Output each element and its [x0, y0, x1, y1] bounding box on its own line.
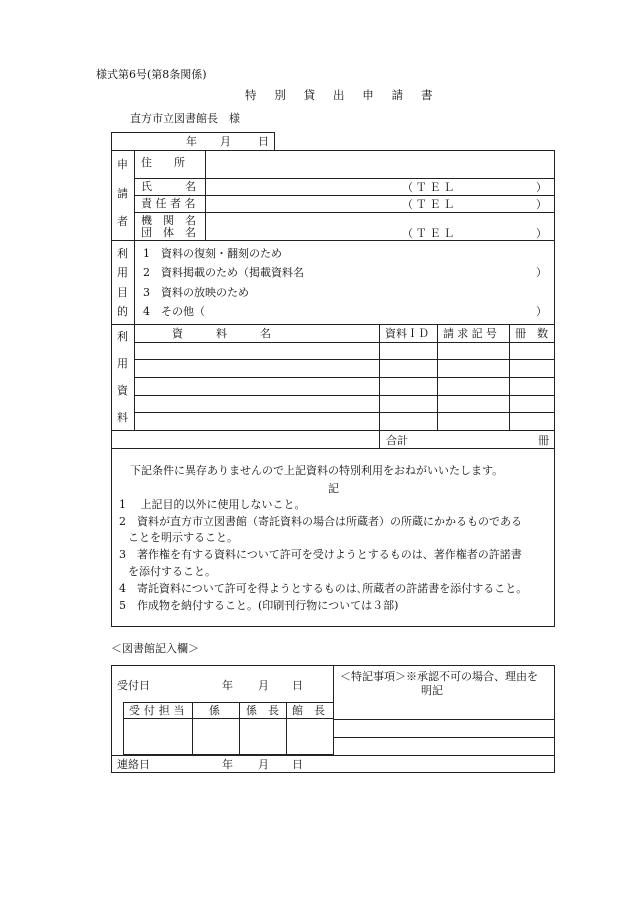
staff-header-reception: 受付担当	[129, 704, 189, 717]
library-section-heading: ＜図書館記入欄＞	[111, 642, 199, 655]
notes-rule-2	[333, 737, 555, 738]
date-day: 日	[258, 135, 269, 148]
tel-open-2: （ＴＥＬ	[402, 198, 457, 211]
purpose-divider	[134, 240, 135, 324]
section-rule-purpose	[111, 240, 555, 241]
responsible-field[interactable]	[206, 196, 396, 212]
page-title: 特別貸出申請書	[245, 88, 451, 102]
received-day: 日	[292, 679, 303, 692]
tel-close-2: ）	[536, 198, 547, 211]
condition-2-cont: ことを明示すること。	[128, 531, 238, 544]
purpose-item-4[interactable]: 4 その他（	[143, 305, 205, 318]
col-header-count: 冊 数	[515, 327, 548, 340]
purpose-label-1: 利	[117, 247, 128, 260]
staff-header-chief: 係 長	[246, 704, 279, 717]
section-rule-materials	[111, 324, 555, 325]
tel-close-3: ）	[536, 227, 547, 240]
purpose-label-3: 目	[117, 286, 128, 299]
purpose-label-2: 用	[117, 266, 128, 279]
address-field[interactable]	[206, 151, 554, 178]
contact-date-label: 連絡日	[117, 758, 150, 771]
materials-label-3: 資	[117, 384, 128, 397]
materials-entry-rows[interactable]	[135, 343, 554, 430]
contact-year: 年	[222, 758, 233, 771]
conditions-intro: 下記条件に異存ありませんので上記資料の特別利用をおねがいいたします。	[130, 464, 504, 477]
total-unit: 冊	[538, 434, 549, 447]
condition-1: 1 上記目的以外に使用しないこと。	[119, 498, 306, 511]
date-month: 月	[220, 135, 231, 148]
name-field[interactable]	[206, 179, 396, 195]
materials-label-4: 料	[117, 411, 128, 424]
materials-label-1: 利	[117, 330, 128, 343]
col-header-name: 資 料 名	[172, 327, 271, 340]
tel-open-3: （ＴＥＬ	[402, 227, 457, 240]
purpose-item-2[interactable]: 2 資料掲載のため（掲載資料名	[143, 266, 304, 279]
materials-label-2: 用	[117, 357, 128, 370]
org-field[interactable]	[206, 213, 396, 240]
condition-4: 4 寄託資料について許可を得ようとするものは､所蔵者の許諾書を添付すること。	[119, 582, 528, 595]
date-year: 年	[186, 135, 197, 148]
addressee: 直方市立図書館長 様	[130, 112, 240, 125]
condition-5: 5 作成物を納付すること。(印刷刊行物については３部)	[119, 599, 399, 612]
applicant-label-1: 申	[117, 158, 128, 171]
received-date-label: 受付日	[117, 679, 150, 692]
total-label: 合計	[386, 434, 408, 447]
col-header-id: 資料ＩＤ	[385, 327, 429, 340]
col-header-call-number: 請求記号	[443, 327, 501, 340]
purpose-item-4-close: ）	[536, 305, 547, 318]
form-number: 様式第6号(第8条関係)	[96, 68, 207, 81]
contact-month: 月	[258, 758, 269, 771]
org-label-1: 機 関 名	[141, 214, 196, 227]
purpose-item-2-close: ）	[536, 266, 547, 279]
stamp-cell-reception[interactable]	[124, 719, 192, 754]
responsible-label: 責 任 者 名	[141, 197, 196, 210]
condition-3-cont: を添付すること。	[128, 565, 216, 578]
received-month: 月	[258, 679, 269, 692]
address-label: 住 所	[141, 156, 185, 169]
materials-total-rule	[111, 430, 555, 431]
applicant-label-2: 請	[117, 187, 128, 200]
purpose-item-3[interactable]: 3 資料の放映のため	[143, 286, 249, 299]
tel-open-1: （ＴＥＬ	[402, 181, 457, 194]
stamp-cell-chief[interactable]	[240, 719, 286, 754]
tel-close-1: ）	[536, 181, 547, 194]
staff-header-clerk: 係	[209, 704, 220, 717]
stamp-cell-clerk[interactable]	[193, 719, 239, 754]
condition-2: 2 資料が直方市立図書館（寄託資料の場合は所蔵者）の所蔵にかかるものである	[119, 515, 522, 528]
notes-rule-1	[333, 719, 555, 720]
contact-day: 日	[292, 758, 303, 771]
special-notes-label-2: 明記	[421, 684, 443, 697]
special-notes-label: ＜特記事項＞※承認不可の場合、理由を	[340, 670, 538, 683]
org-label-2: 団 体 名	[141, 226, 196, 239]
stamp-cell-director[interactable]	[287, 719, 333, 754]
name-label: 氏 名	[141, 180, 196, 193]
applicant-label-3: 者	[117, 215, 128, 228]
staff-header-director: 館 長	[292, 704, 325, 717]
purpose-label-4: 的	[117, 305, 128, 318]
library-contact-rule	[111, 755, 555, 756]
condition-3: 3 著作権を有する資料について許可を受けようとするものは、著作権者の許諾書	[119, 548, 522, 561]
conditions-heading: 記	[328, 482, 339, 495]
received-year: 年	[222, 679, 233, 692]
purpose-item-1[interactable]: 1 資料の復刻・翻刻のため	[143, 247, 282, 260]
